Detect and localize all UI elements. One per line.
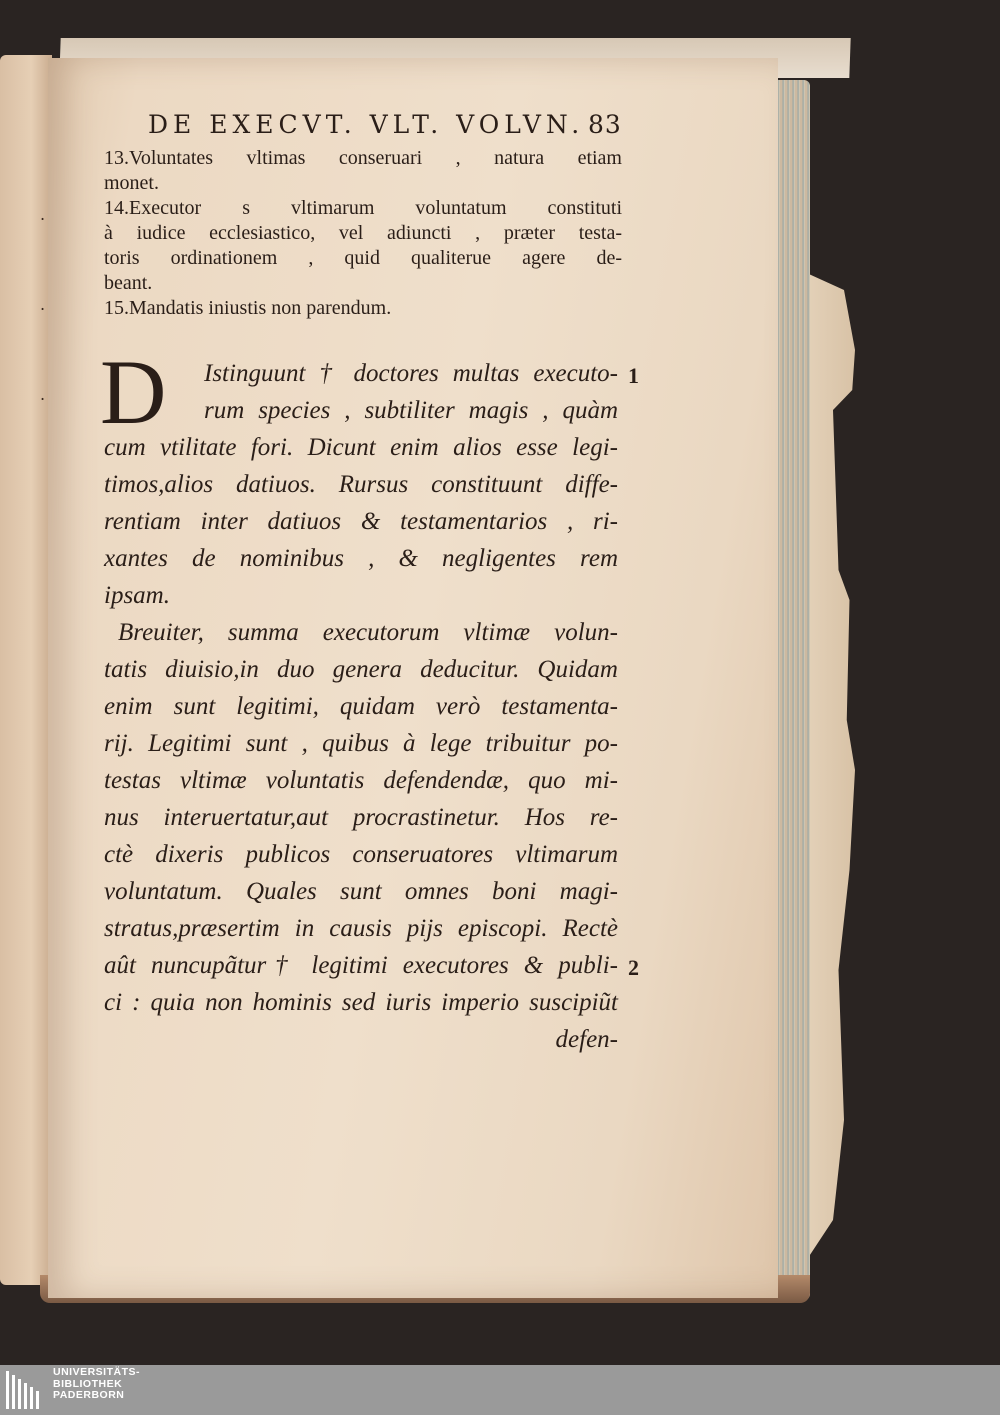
margin-note-number: 1 [628,363,639,388]
summary-line: à iudice ecclesiastico, vel adiuncti , præter testa- [104,222,622,244]
margin-note-number: 2 [628,955,639,980]
page-number: 83 [588,110,622,139]
library-logo-line: BIBLIOTHEK [53,1377,123,1390]
body-line: rij. Legitimi sunt , quibus à lege tribuitur po- [104,730,618,757]
running-title: DE EXECVT. VLT. VOLVN. [148,110,585,139]
body-line: voluntatum. Quales sunt omnes boni magi- [104,878,618,905]
summary-line: 14.Executor s vltimarum voluntatum constituti [104,197,622,219]
body-line: enim sunt legitimi, quidam verò testamenta- [104,693,618,720]
body-line: rentiam inter datiuos & testamentarios , ri- [104,508,618,535]
body-line: aût nuncupãtur† legitimi executores & publi- [104,952,618,979]
library-logo-icon [6,1369,46,1411]
body-text [104,355,618,1058]
library-footer [0,1365,1000,1415]
body-line: ci : quia non hominis sed iuris imperio suscipiũt [104,989,618,1016]
summary-line: toris ordinationem , quid qualiterue agere de- [104,247,622,269]
body-line: ipsam. [104,582,170,609]
library-logo-line: PADERBORN [53,1389,125,1401]
body-line: Istinguunt † doctores multas executo- [204,360,618,387]
body-line: ctè dixeris publicos conseruatores vltimarum [104,841,618,868]
left-page-edge: . . . [0,55,52,1285]
catchword: defen- [555,1026,618,1053]
library-logo-line: UNIVERSITÄTS- [53,1366,141,1378]
body-line: testas vltimæ voluntatis defendendæ, quo mi- [104,767,618,794]
summary-line: 15.Mandatis iniustis non parendum. [104,297,392,319]
chapter-summary [104,146,622,321]
drop-cap: D [100,341,167,443]
library-logo-text [53,1367,140,1402]
body-line: timos,alios datiuos. Rursus constituunt diffe- [104,471,618,498]
body-line: stratus,præsertim in causis pijs episcopi. Rectè [104,915,618,942]
body-line: cum vtilitate fori. Dicunt enim alios esse legi- [104,434,618,461]
body-line: rum species , subtiliter magis , quàm [204,397,618,424]
body-line: Breuiter, summa executorum vltimæ volun- [118,619,618,646]
body-line: xantes de nominibus , & negligentes rem [104,545,618,572]
body-line: tatis diuisio,in duo genera deducitur. Quidam [104,656,618,683]
body-line: nus interuertatur,aut procrastinetur. Hos re- [104,804,618,831]
summary-line: monet. [104,172,159,194]
summary-line: 13.Voluntates vltimas conseruari , natura etiam [104,147,622,169]
running-header [148,110,628,139]
summary-line: beant. [104,272,153,294]
